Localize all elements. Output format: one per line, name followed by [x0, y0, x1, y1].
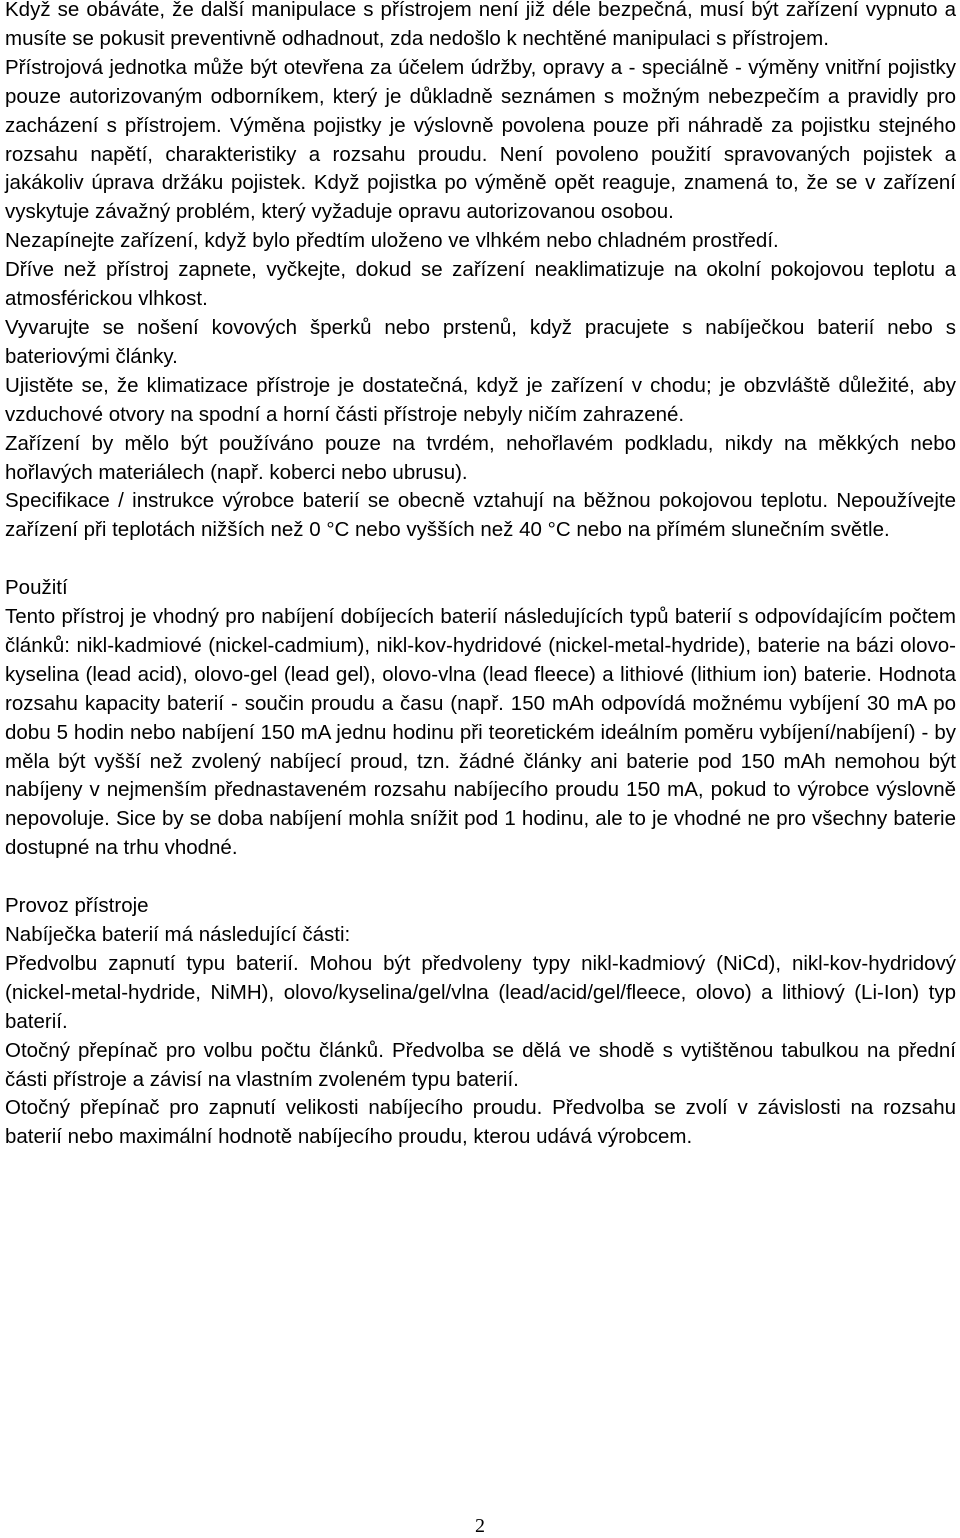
paragraph-safety-2: Přístrojová jednotka může být otevřena za účelem údržby, opravy a - speciálně - výměny vnitřní pojistky pouze autorizovaným odborníkem, který je důkladně seznámen s možným nebezpečím a pravidly pro zacházení s přístrojem. Výměna pojistky je výslovně povolena pouze při náhradě za pojistku stejného rozsahu napětí, charakteristiky a rozsahu proudu. Není povoleno použití spravovaných pojistek a jakákoliv úprava držáku pojistek. Když pojistka po výměně opět reaguje, znamená to, že se v zařízení vyskytuje závažný problém, který vyžaduje opravu autorizovanou osobou. — [5, 55, 956, 224]
operation-item-cell-count: Otočný přepínač pro volbu počtu článků. Předvolba se dělá ve shodě s vytištěnou tabulkou na přední části přístroje a závisí na vlastním zvoleném typu baterií. — [5, 1038, 956, 1091]
paragraph-safety-8: Specifikace / instrukce výrobce baterií se obecně vztahují na běžnou pokojovou teplotu. Nepoužívejte zařízení při teplotách nižších než 0 °C nebo vyšších než 40 °C nebo na přímém slunečním světle. — [5, 489, 956, 542]
operation-item-battery-type: Předvolbu zapnutí typu baterií. Mohou být předvoleny typy nikl-kadmiový (NiCd), nikl-kov-hydridový (nickel-metal-hydride, NiMH), olovo/kyselina/gel/vlna (lead/acid/gel/fleece, olovo) a lithiový (Li-Ion) typ baterií. — [5, 951, 956, 1033]
paragraph-safety-5: Vyvarujte se nošení kovových šperků nebo prstenů, když pracujete s nabíječkou baterií nebo s bateriovými články. — [5, 315, 956, 368]
paragraph-usage: Tento přístroj je vhodný pro nabíjení dobíjecích baterií následujících typů baterií s odpovídajícím počtem článků: nikl-kadmiové (nickel-cadmium), nikl-kov-hydridové (nickel-metal-hydride), baterie na bázi olovo-kyselina (lead acid), olovo-gel (lead gel), olovo-vlna (lead fleece) a lithiové (lithium ion) baterie. Hodnota rozsahu kapacity baterií - součin proudu a času (např. 150 mAh odpovídá možnému vybíjení 30 mA po dobu 5 hodin nebo nabíjení 150 mA jednu hodinu při teoretickém ideálním poměru vybíjení/nabíjení) - by měla být vyšší než zvolený nabíjecí proud, tzn. žádné články ani baterie pod 150 mAh nemohou být nabíjeny v nejmenším přednastaveném rozsahu nabíjecího proudu 150 mA, pokud to výrobce výslovně nepovoluje. Sice by se doba nabíjení mohla snížit pod 1 hodinu, ale to je vhodné ne pro všechny baterie dostupné na trhu vhodné. — [5, 605, 956, 860]
paragraph-safety-6: Ujistěte se, že klimatizace přístroje je dostatečná, když je zařízení v chodu; je obzvláště důležité, aby vzduchové otvory na spodní a horní části přístroje nebyly ničím zahrazené. — [5, 373, 956, 426]
section-heading-usage: Použití — [5, 576, 68, 600]
section-spacer — [5, 863, 956, 892]
document-body — [5, 0, 956, 1152]
paragraph-safety-3: Nezapínejte zařízení, když bylo předtím uloženo ve vlhkém nebo chladném prostředí. — [5, 229, 779, 253]
section-subheading-operation: Nabíječka baterií má následující části: — [5, 922, 351, 946]
paragraph-safety-4: Dříve než přístroj zapnete, vyčkejte, dokud se zařízení neaklimatizuje na okolní pokojovou teplotu a atmosférickou vlhkost. — [5, 258, 956, 311]
section-spacer — [5, 545, 956, 574]
section-heading-operation: Provoz přístroje — [5, 894, 149, 918]
paragraph-safety-1: Když se obáváte, že další manipulace s přístrojem není již déle bezpečná, musí být zařízení vypnuto a musíte se pokusit preventivně odhadnout, zda nedošlo k nechtěné manipulaci s přístrojem. — [5, 0, 956, 50]
page-number: 2 — [475, 1515, 485, 1537]
paragraph-safety-7: Zařízení by mělo být používáno pouze na tvrdém, nehořlavém podkladu, nikdy na měkkých nebo hořlavých materiálech (např. koberci nebo ubrusu). — [5, 431, 956, 484]
operation-item-charge-current: Otočný přepínač pro zapnutí velikosti nabíjecího proudu. Předvolba se zvolí v závislosti na rozsahu baterií nebo maximální hodnotě nabíjecího proudu, kterou udává výrobcem. — [5, 1096, 956, 1149]
